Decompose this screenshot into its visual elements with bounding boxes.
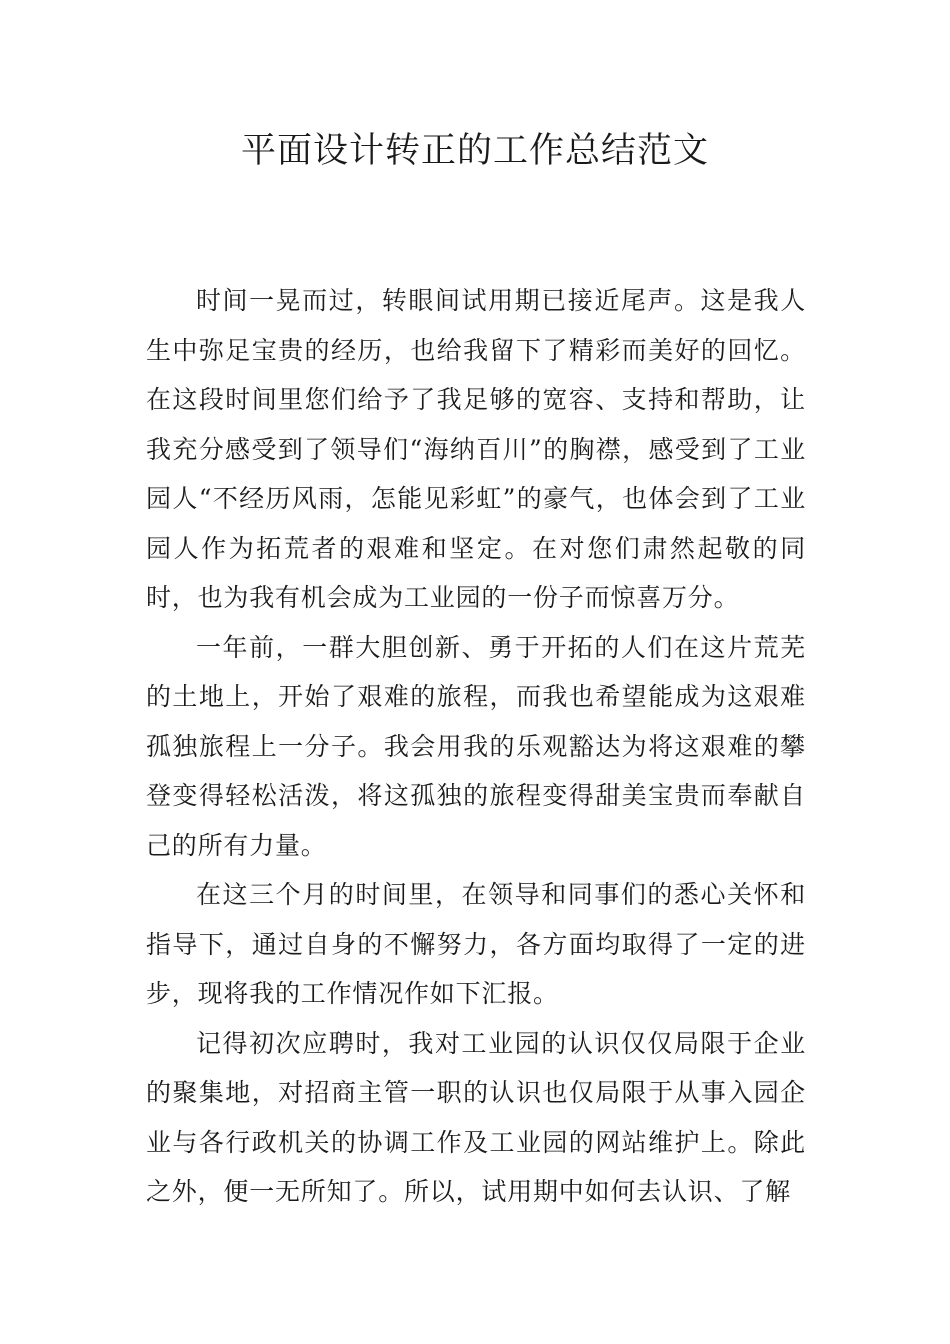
paragraph-4: 记得初次应聘时，我对工业园的认识仅仅局限于企业的聚集地，对招商主管一职的认识也仅局限于从事入园企业与各行政机关的协调工作及工业园的网站维护上。除此之外，便一无所知了。所以，试用期中如何去认识、了解 (146, 1028, 806, 1206)
paragraph-1: 时间一晃而过，转眼间试用期已接近尾声。这是我人生中弥足宝贵的经历，也给我留下了精彩而美好的回忆。在这段时间里您们给予了我足够的宽容、支持和帮助，让我充分感受到了领导们“海纳百川”的胸襟，感受到了工业园人“不经历风雨，怎能见彩虹”的豪气，也体会到了工业园人作为拓荒者的艰难和坚定。在对您们肃然起敬的同时，也为我有机会成为工业园的一份子而惊喜万分。 (146, 286, 806, 612)
paragraph-3: 在这三个月的时间里，在领导和同事们的悉心关怀和指导下，通过自身的不懈努力，各方面均取得了一定的进步，现将我的工作情况作如下汇报。 (146, 880, 806, 1008)
document-title: 平面设计转正的工作总结范文 (240, 131, 709, 171)
document-body (146, 276, 806, 1217)
paragraph-2: 一年前，一群大胆创新、勇于开拓的人们在这片荒芜的土地上，开始了艰难的旅程，而我也希望能成为这艰难孤独旅程上一分子。我会用我的乐观豁达为将这艰难的攀登变得轻松活泼，将这孤独的旅程变得甜美宝贵而奉献自己的所有力量。 (146, 632, 806, 860)
